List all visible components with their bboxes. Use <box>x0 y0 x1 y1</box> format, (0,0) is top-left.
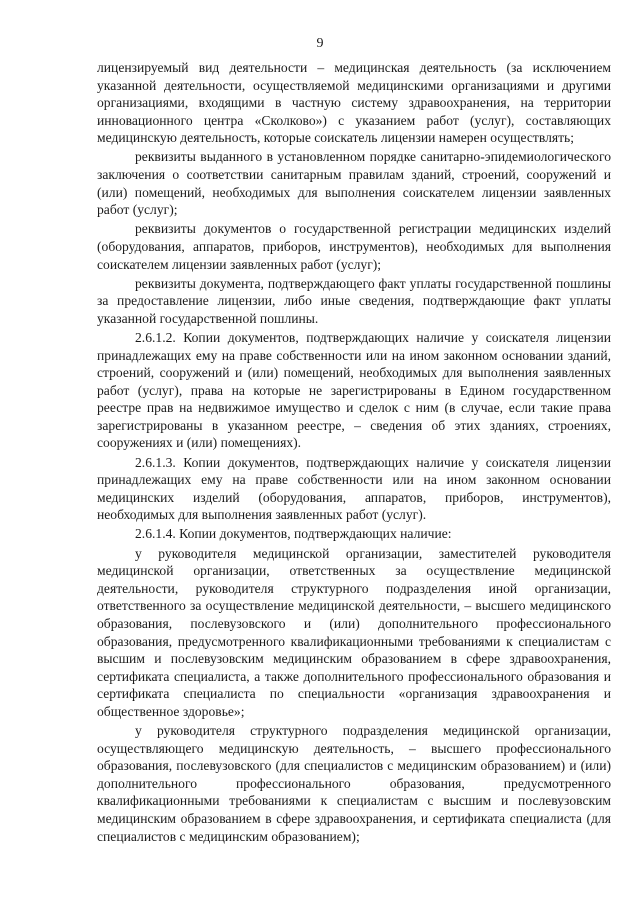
paragraph-2-6-1-2: 2.6.1.2. Копии документов, подтверждающих наличие у соискателя лицензии принадлежащих ему на праве собственности или на ином законном основании зданий, строений, сооружений и (или) помещений, необходимых для выполнения заявленных работ (услуг), права на которые не зарегистрированы в Едином государственном реестре прав на недвижимое имущество и сделок с ним (в случае, если такие права зарегистрированы в указанном реестре, – сведения об этих зданиях, строениях, сооружениях и (или) помещениях). <box>97 329 611 451</box>
paragraph-medical-devices-registration: реквизиты документов о государственной регистрации медицинских изделий (оборудования, аппаратов, приборов, инструментов), необходимых для выполнения соискателем лицензии заявленных работ (услуг); <box>97 221 611 272</box>
paragraph-2-6-1-4: 2.6.1.4. Копии документов, подтверждающих наличие: <box>135 526 452 542</box>
paragraph-state-fee: реквизиты документа, подтверждающего факт уплаты государственной пошлины за предоставление лицензии, либо иные сведения, подтверждающие факт уплаты указанной государственной пошлины. <box>97 275 611 326</box>
paragraph-2-6-1-3: 2.6.1.3. Копии документов, подтверждающих наличие у соискателя лицензии принадлежащих ему на праве собственности или на ином законном основании медицинских изделий (оборудования, аппаратов, приборов, инструментов), необходимых для выполнения заявленных работ (услуг). <box>97 454 611 523</box>
paragraph-head-of-division: у руководителя структурного подразделения медицинской организации, осуществляющего медицинскую деятельность, – высшего профессионального образования, послевузовского (для специалистов с медицинским образованием) и (или) дополнительного профессионального образования, предусмотренного квалификационными требованиями к специалистам с высшим и послевузовским медицинским образованием в сфере здравоохранения, и сертификата специалиста (для специалистов с медицинским образованием); <box>97 722 611 844</box>
paragraph-sanitary-conclusion: реквизиты выданного в установленном порядке санитарно-эпидемиологического заключения о соответствии санитарным правилам зданий, строений, сооружений и (или) помещений, необходимых для выполнения соискателем лицензии заявленных работ (услуг); <box>97 149 611 218</box>
paragraph-licensed-activity: лицензируемый вид деятельности – медицинская деятельность (за исключением указанной деятельности, осуществляемой медицинскими организациями и другими организациями, входящими в частную систему здравоохранения, на территории инновационного центра «Сколково») с указанием работ (услуг), составляющих медицинскую деятельность, которые соискатель лицензии намерен осуществлять; <box>97 60 611 146</box>
page-number: 9 <box>316 36 324 51</box>
document-body <box>97 59 611 847</box>
paragraph-head-of-organization: у руководителя медицинской организации, заместителей руководителя медицинской организации, ответственных за осуществление медицинской деятельности, руководителя структурного подразделения иной организации, ответственного за осуществление медицинской деятельности, – высшего медицинского образования, послевузовского и (или) дополнительного профессионального образования, предусмотренного квалификационными требованиями к специалистам с высшим и послевузовским медицинским образованием в сфере здравоохранения, сертификата специалиста, а также дополнительного профессионального образования и сертификата специалиста по специальности «организация здравоохранения и общественное здоровье»; <box>97 545 611 719</box>
